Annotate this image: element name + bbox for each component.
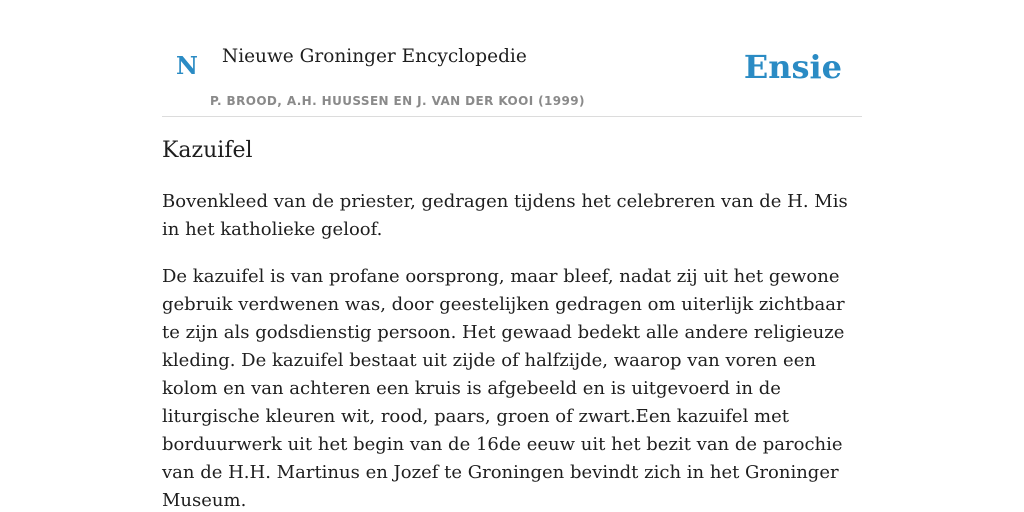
article-paragraph: De kazuifel is van profane oorsprong, maar bleef, nadat zij uit het gewone gebruik verdwenen was, door geestelijken gedragen om uiterlijk zichtbaar te zijn als godsdienstig persoon. Het gewaad bedekt alle andere religieuze kleding. De kazuifel bestaat uit zijde of halfzijde, waarop van voren een kolom en van achteren een kruis is afgebeeld en is uitgevoerd in de liturgische kleuren wit, rood, paars, groen of zwart.Een kazuifel met borduurwerk uit het begin van de 16de eeuw uit het bezit van de parochie van de H.H. Martinus en Jozef te Groningen bevindt zich in het Groninger Museum.: [162, 266, 845, 512]
encyclopedia-logo[interactable]: N: [176, 51, 198, 80]
article-title: Kazuifel: [162, 138, 253, 163]
article: [162, 138, 868, 512]
encyclopedia-header: [162, 0, 862, 117]
article-paragraph: Bovenkleed van de priester, gedragen tijdens het celebreren van de H. Mis in het katholieke geloof.: [162, 191, 848, 241]
encyclopedia-title[interactable]: Nieuwe Groninger Encyclopedie: [222, 46, 527, 67]
ensie-logo[interactable]: Ensie: [743, 48, 842, 86]
encyclopedia-authors: P. BROOD, A.H. HUUSSEN EN J. VAN DER KOOI (1999): [210, 94, 585, 108]
